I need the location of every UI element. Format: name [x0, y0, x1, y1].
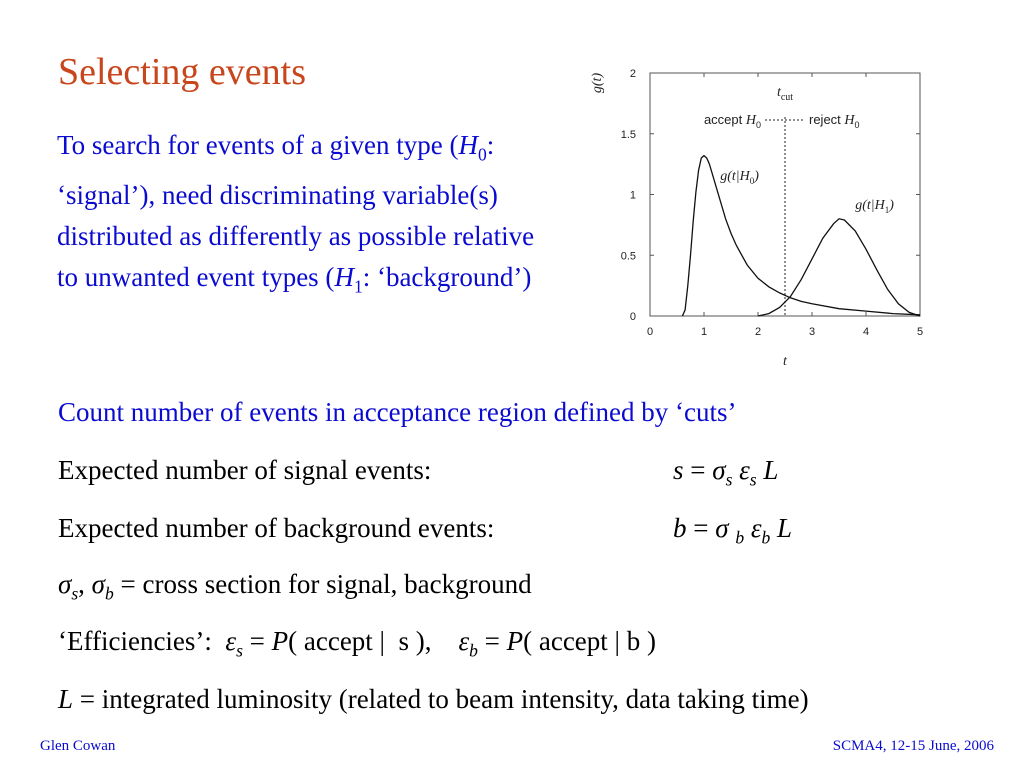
cut-label-sub: cut	[780, 92, 794, 103]
intro-h0-letter: H	[458, 130, 478, 160]
cross-sep: ,	[78, 569, 92, 599]
background-sigma: σ	[715, 513, 729, 543]
intro-text-part2: : ‘signal’), need discriminating variable(s) distributed as differently as possible relative to unwanted event types (	[57, 130, 535, 293]
cross-sigma-b: σ	[91, 569, 105, 599]
signal-sigma-sub: s	[725, 469, 733, 490]
reject-text: reject	[809, 112, 845, 127]
background-formula	[673, 513, 792, 548]
intro-text-part1: To search for events of a given type (	[57, 130, 459, 160]
eff-eps-s: ε	[225, 626, 237, 656]
series-label-part: |	[870, 198, 875, 214]
series-label-part: |	[735, 168, 740, 184]
series-group	[682, 156, 920, 316]
x-tick-label: 5	[916, 326, 924, 338]
series-label-part: 0	[749, 175, 755, 186]
series-label-g(t|H0)	[720, 169, 759, 186]
distribution-plot	[580, 58, 940, 376]
lum-text: = integrated luminosity (related to beam intensity, data taking time)	[73, 684, 809, 714]
series-label-part: H	[874, 198, 885, 214]
eff-b-expr: ( accept | b )	[523, 626, 656, 656]
signal-eps-sub: s	[749, 469, 757, 490]
eff-label: ‘Efficiencies’:	[58, 626, 226, 656]
series-label-g(t|H1)	[855, 198, 894, 215]
y-tick-label: 1.5	[620, 128, 636, 141]
series-label-part: t	[731, 168, 736, 184]
y-tick-label: 0.5	[620, 250, 636, 263]
eff-p1: P	[271, 626, 289, 656]
eff-p2: P	[506, 626, 524, 656]
accept-h0-label	[704, 112, 761, 130]
intro-h1-sub: 1	[353, 276, 363, 297]
intro-text-part3: : ‘background’)	[362, 262, 532, 293]
x-tick-label: 3	[808, 326, 816, 338]
series-label-part: 1	[884, 205, 890, 216]
background-eq: =	[686, 513, 716, 543]
background-sigma-sub: b	[735, 527, 745, 548]
intro-h1-letter: H	[334, 262, 354, 293]
cut-label	[777, 85, 793, 103]
series-label-part: )	[889, 198, 894, 214]
series-label-part: t	[866, 198, 871, 214]
reject-h0-label	[809, 112, 860, 130]
eff-eq1: =	[242, 626, 272, 656]
y-axis-label: g(t)	[590, 72, 605, 94]
footer-conference: SCMA4, 12-15 June, 2006	[832, 738, 994, 754]
accept-h-letter: H	[745, 113, 756, 128]
signal-eps: ε	[739, 455, 750, 485]
lum-symbol: L	[58, 684, 74, 714]
x-tick-label: 2	[754, 326, 762, 338]
cross-b-sub: b	[104, 583, 114, 604]
x-axis-label: t	[783, 354, 787, 369]
series-label-part: )	[754, 168, 759, 184]
background-lum: L	[776, 513, 793, 543]
accept-text: accept	[703, 112, 746, 127]
intro-paragraph	[57, 125, 557, 308]
signal-formula	[673, 455, 778, 490]
intro-h0-sub: 0	[477, 144, 487, 165]
background-lhs: b	[673, 513, 687, 543]
series-line-g(t|H1)	[758, 219, 920, 316]
series-label-part: g(	[720, 168, 732, 184]
reject-h-sub: 0	[854, 120, 860, 130]
cross-sigma-s: σ	[58, 569, 72, 599]
eff-s-sub: s	[236, 640, 243, 661]
x-tick-label: 4	[862, 326, 870, 338]
luminosity-line	[58, 684, 809, 715]
reject-h-letter: H	[844, 113, 855, 128]
series-label-part: g(	[855, 198, 867, 214]
eff-s-expr: ( accept | s ),	[288, 626, 459, 656]
eff-eq2: =	[477, 626, 507, 656]
y-tick-label: 0	[629, 311, 636, 323]
x-tick-label: 1	[700, 326, 708, 338]
eff-eps-b: ε	[458, 626, 470, 656]
y-tick-label: 1	[629, 189, 636, 202]
signal-label: Expected number of signal events:	[58, 455, 432, 485]
cross-s-sub: s	[71, 583, 79, 604]
background-label: Expected number of background events:	[58, 513, 495, 543]
background-eps: ε	[750, 513, 762, 543]
signal-sigma: σ	[712, 455, 726, 485]
accept-h-sub: 0	[755, 120, 761, 130]
footer-author: Glen Cowan	[40, 738, 116, 754]
eff-b-sub: b	[469, 640, 478, 661]
efficiencies-line	[58, 626, 656, 661]
cross-section-line	[58, 569, 532, 604]
cut-label-main: t	[776, 85, 781, 100]
y-tick-label: 2	[629, 68, 636, 80]
signal-lum: L	[763, 455, 779, 485]
cross-text: = cross section for signal, background	[113, 569, 532, 599]
x-tick-label: 0	[646, 326, 654, 338]
slide-title: Selecting events	[58, 51, 306, 93]
count-line: Count number of events in acceptance region defined by ‘cuts’	[58, 397, 737, 427]
signal-lhs: s	[673, 455, 684, 485]
series-label-part: H	[739, 168, 750, 184]
series-line-g(t|H0)	[682, 156, 920, 316]
signal-eq: =	[683, 455, 713, 485]
background-eps-sub: b	[761, 527, 771, 548]
